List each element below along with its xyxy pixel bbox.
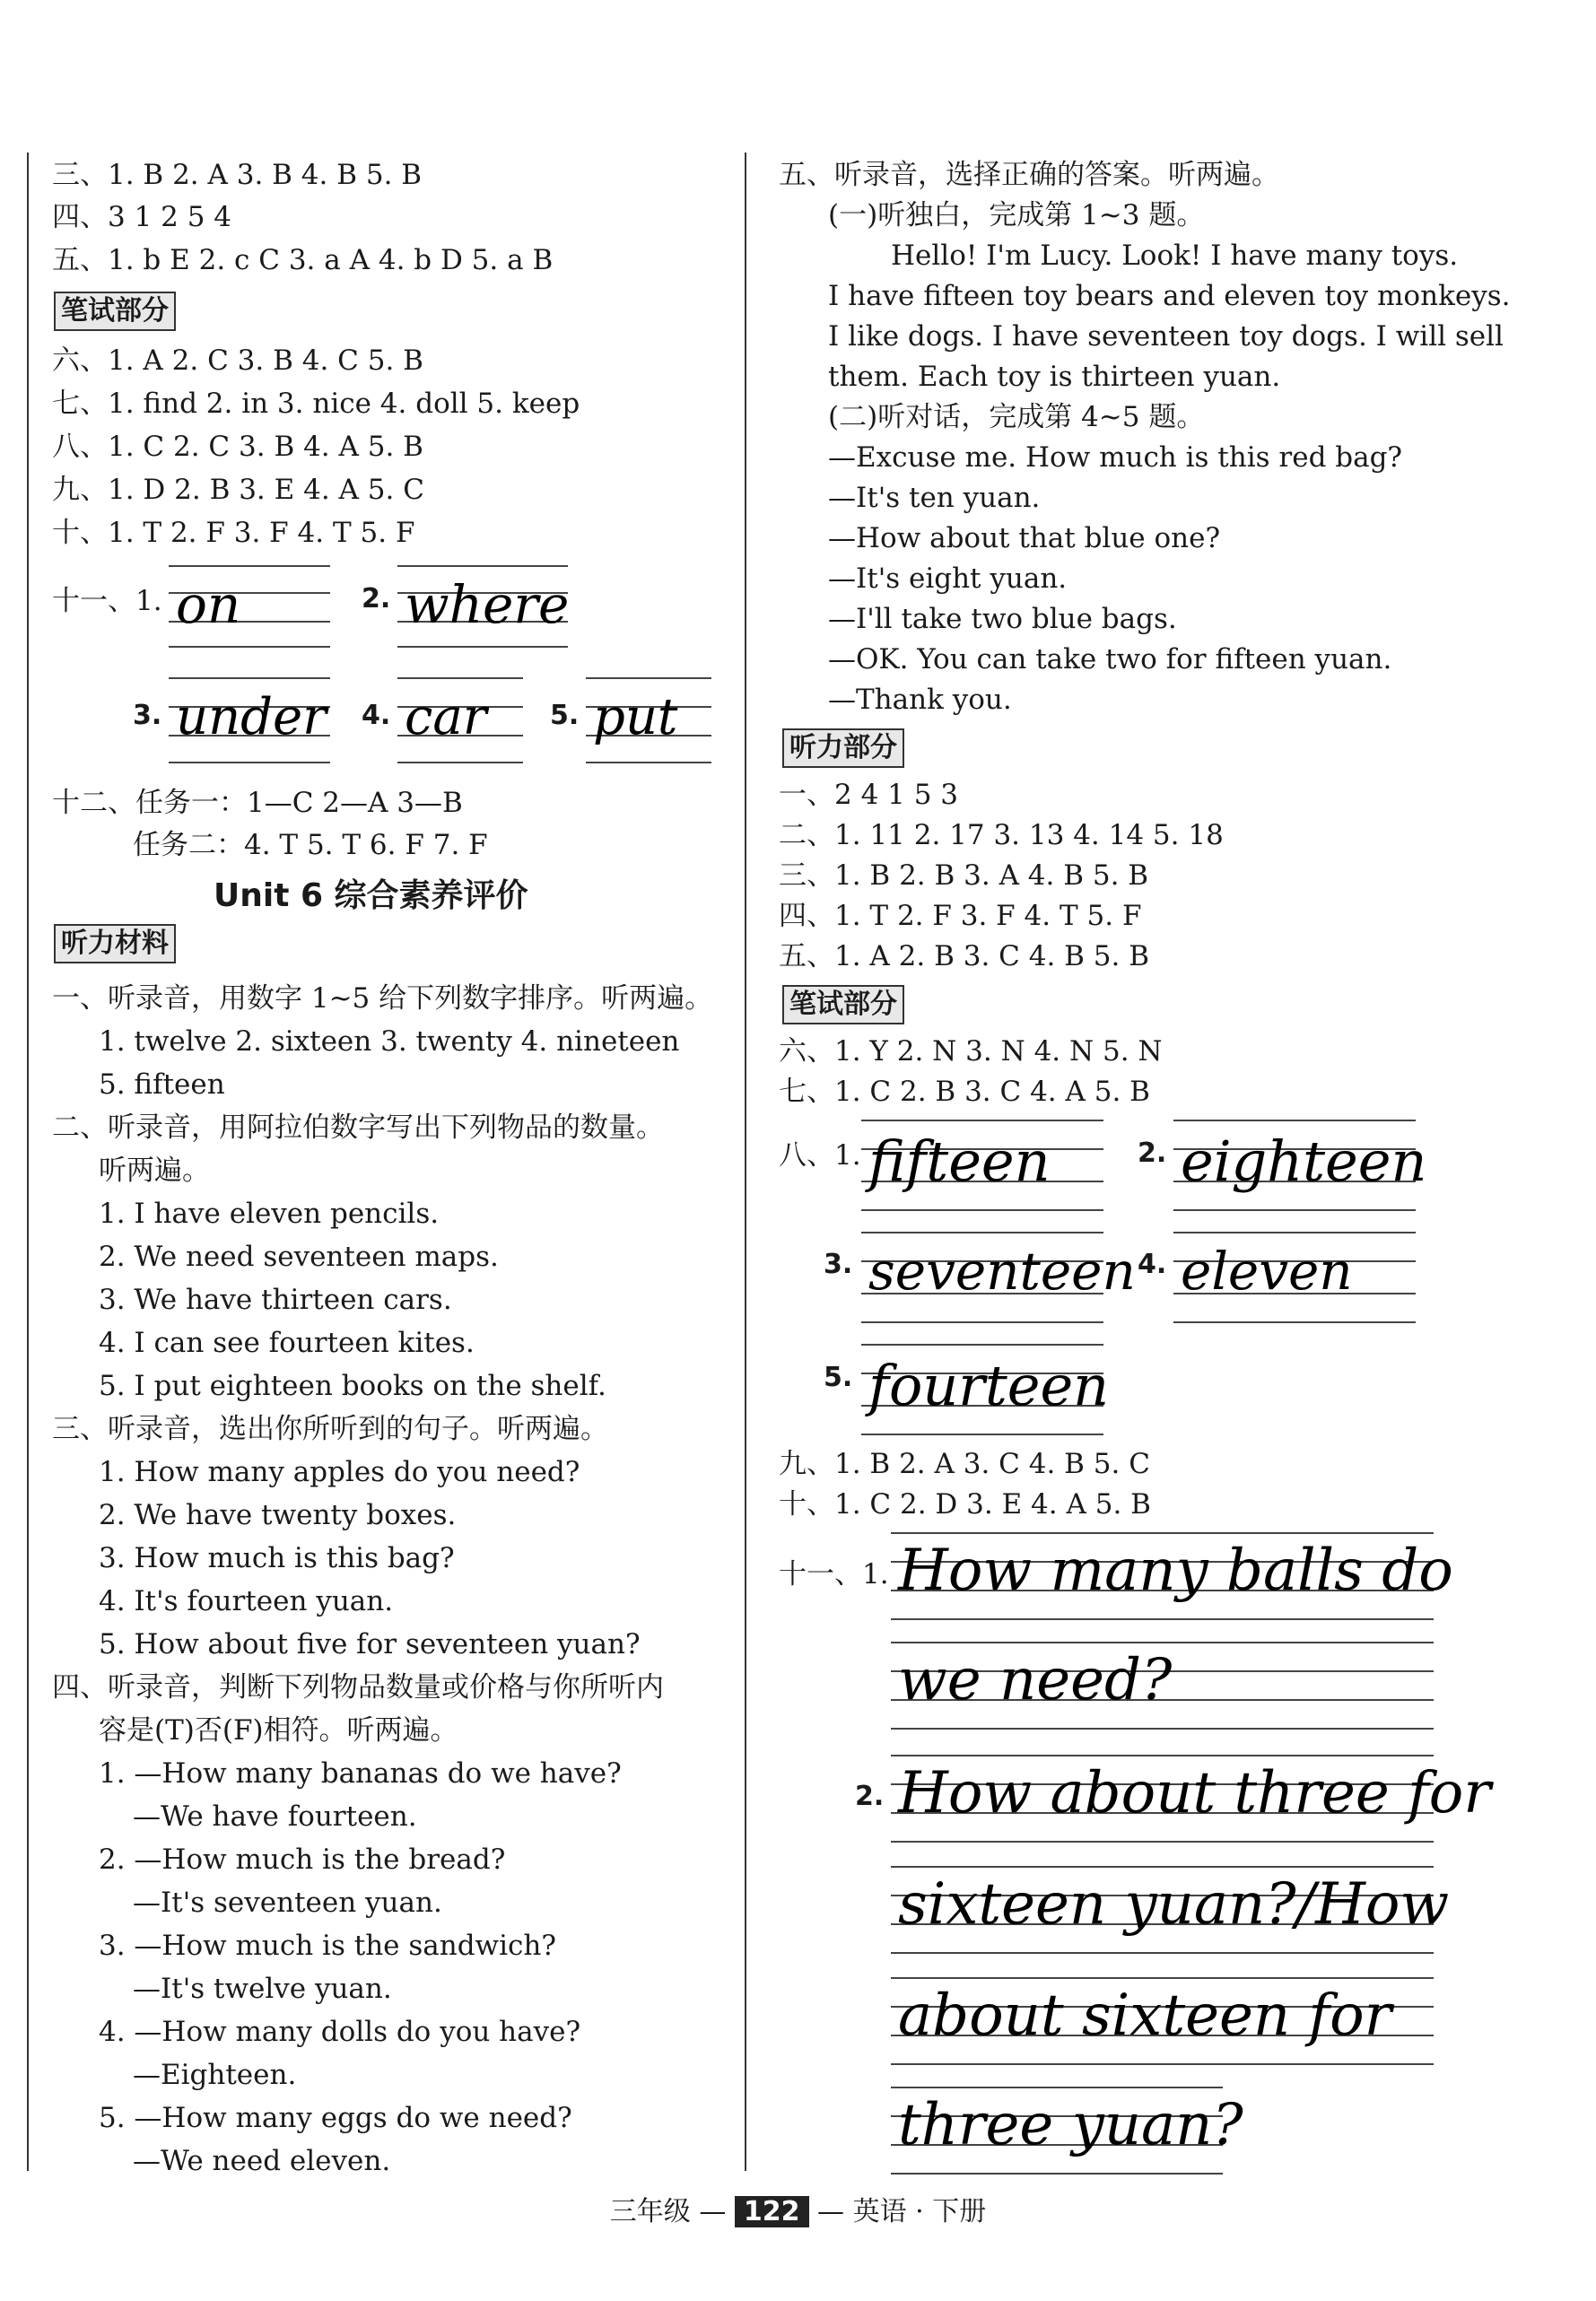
monologue-line: I like dogs. I have seventeen toy dogs. I will sell xyxy=(828,320,1504,353)
answer-line: 七、1. C 2. B 3. C 4. A 5. B xyxy=(779,1076,1150,1108)
dialog-line: —OK. You can take two for fifteen yuan. xyxy=(828,643,1392,675)
list-item: 5. —How many eggs do we need? xyxy=(99,2102,572,2134)
section-box-listening: 听力部分 xyxy=(782,728,904,768)
handwriting-on xyxy=(169,556,330,655)
handwriting-where xyxy=(397,556,568,655)
answer-line: 六、1. A 2. C 3. B 4. C 5. B xyxy=(52,344,423,377)
answer-label: 十一、1. xyxy=(52,585,162,617)
column-divider xyxy=(745,153,746,2171)
handwritten-sentence: three yuan? xyxy=(898,2092,1243,2158)
list-item: 1. How many apples do you need? xyxy=(99,1456,580,1488)
list-item: —We need eleven. xyxy=(133,2145,391,2177)
handwritten-word: fourteen xyxy=(868,1353,1110,1418)
unit-title: Unit 6 综合素养评价 xyxy=(214,877,528,914)
handwritten-word: fifteen xyxy=(868,1129,1051,1194)
monologue-line: I have fifteen toy bears and eleven toy monkeys. xyxy=(828,280,1511,312)
subsection-title: (一)听独白，完成第 1~3 题。 xyxy=(828,199,1205,231)
dialog-line: —Thank you. xyxy=(828,684,1012,716)
handwritten-word: seventeen xyxy=(868,1241,1136,1302)
answer-line: 六、1. Y 2. N 3. N 4. N 5. N xyxy=(779,1035,1163,1068)
answer-line: 十、1. C 2. D 3. E 4. A 5. B xyxy=(779,1488,1151,1521)
answer-line: 十、1. T 2. F 3. F 4. T 5. F xyxy=(52,517,415,549)
handwritten-sentence: we need? xyxy=(898,1647,1173,1713)
dialog-line: —It's ten yuan. xyxy=(828,482,1041,514)
footer-grade: 三年级 xyxy=(609,2196,691,2227)
handwriting-sentence-line xyxy=(891,1634,1434,1733)
handwriting-car xyxy=(397,668,523,771)
list-item: 1. —How many bananas do we have? xyxy=(99,1757,622,1790)
list-item: 3. How much is this bag? xyxy=(99,1542,455,1574)
item-number: 2. xyxy=(1138,1137,1167,1169)
handwriting-under xyxy=(169,668,330,771)
answer-label: 八、1. xyxy=(779,1139,861,1172)
answer-label: 十一、1. xyxy=(779,1558,889,1591)
dialog-line: —How about that blue one? xyxy=(828,522,1221,554)
handwritten-sentence: about sixteen for xyxy=(898,1983,1392,2049)
list-item: 4. —How many dolls do you have? xyxy=(99,2016,581,2048)
list-item: 5. fifteen xyxy=(99,1068,225,1101)
handwritten-sentence: sixteen yuan?/How xyxy=(898,1871,1450,1938)
section-title-cont: 容是(T)否(F)相符。听两遍。 xyxy=(99,1714,458,1747)
list-item: 1. I have eleven pencils. xyxy=(99,1198,440,1230)
list-item: 5. How about five for seventeen yuan? xyxy=(99,1628,641,1660)
handwriting-sentence-line xyxy=(891,1748,1491,1846)
answer-line: 八、1. C 2. C 3. B 4. A 5. B xyxy=(52,431,423,463)
section-box-written: 笔试部分 xyxy=(54,292,176,331)
subsection-title: (二)听对话，完成第 4~5 题。 xyxy=(828,401,1205,433)
handwriting-fourteen xyxy=(861,1337,1110,1444)
item-number: 5. xyxy=(550,700,580,731)
monologue-line: Hello! I'm Lucy. Look! I have many toys. xyxy=(891,240,1459,272)
handwritten-sentence: How about three for xyxy=(898,1760,1491,1826)
list-item: 5. I put eighteen books on the shelf. xyxy=(99,1370,606,1402)
page-number: 122 xyxy=(735,2196,809,2227)
answer-line: 二、1. 11 2. 17 3. 13 4. 14 5. 18 xyxy=(779,819,1224,851)
list-item: 3. —How much is the sandwich? xyxy=(99,1930,556,1962)
dialog-line: —It's eight yuan. xyxy=(828,562,1068,595)
list-item: 3. We have thirteen cars. xyxy=(99,1284,452,1316)
handwritten-word: eleven xyxy=(1181,1241,1353,1302)
list-item: 1. twelve 2. sixteen 3. twenty 4. nineteen xyxy=(99,1025,680,1058)
dialog-line: —I'll take two blue bags. xyxy=(828,603,1177,635)
list-item: —It's twelve yuan. xyxy=(133,1973,392,2005)
item-number: 4. xyxy=(1138,1249,1167,1280)
handwriting-seventeen xyxy=(861,1225,1136,1332)
handwritten-sentence: How many balls do xyxy=(898,1538,1453,1604)
answer-line: 一、2 4 1 5 3 xyxy=(779,779,959,811)
answer-line: 五、1. A 2. B 3. C 4. B 5. B xyxy=(779,940,1150,972)
handwritten-word: on xyxy=(176,574,241,635)
section-title: 三、听录音，选出你所听到的句子。听两遍。 xyxy=(52,1413,608,1445)
item-number: 5. xyxy=(824,1362,853,1393)
answer-line: 四、3 1 2 5 4 xyxy=(52,201,232,233)
section-title: 五、听录音，选择正确的答案。听两遍。 xyxy=(779,159,1279,191)
section-title: 四、听录音，判断下列物品数量或价格与你所听内 xyxy=(52,1671,664,1704)
answer-line: 三、1. B 2. A 3. B 4. B 5. B xyxy=(52,159,423,191)
handwritten-word: under xyxy=(176,688,327,746)
handwritten-word: where xyxy=(405,574,570,635)
section-box-listening-material: 听力材料 xyxy=(54,924,176,963)
item-number: 2. xyxy=(362,583,391,614)
answer-line: 五、1. b E 2. c C 3. a A 4. b D 5. a B xyxy=(52,244,554,276)
answer-line: 三、1. B 2. B 3. A 4. B 5. B xyxy=(779,859,1149,892)
section-box-written: 笔试部分 xyxy=(782,985,904,1024)
left-margin-rule xyxy=(27,153,29,2171)
list-item: 2. We need seventeen maps. xyxy=(99,1241,499,1273)
handwriting-sentence-line xyxy=(891,1859,1450,1957)
section-title-cont: 听两遍。 xyxy=(99,1155,210,1187)
list-item: 4. I can see fourteen kites. xyxy=(99,1327,475,1359)
handwriting-put xyxy=(586,668,711,771)
answer-line: 任务二：4. T 5. T 6. F 7. F xyxy=(133,829,488,861)
handwritten-word: put xyxy=(593,688,678,746)
footer-subject: 英语 · 下册 xyxy=(852,2196,987,2227)
answer-line: 九、1. B 2. A 3. C 4. B 5. C xyxy=(779,1448,1150,1480)
list-item: —Eighteen. xyxy=(133,2059,297,2091)
list-item: —We have fourteen. xyxy=(133,1800,417,1833)
section-title: 一、听录音，用数字 1~5 给下列数字排序。听两遍。 xyxy=(52,982,713,1015)
item-number: 3. xyxy=(133,700,162,731)
list-item: 2. —How much is the bread? xyxy=(99,1843,506,1876)
item-number: 3. xyxy=(824,1249,853,1280)
handwritten-word: eighteen xyxy=(1181,1129,1427,1194)
answer-line: 九、1. D 2. B 3. E 4. A 5. C xyxy=(52,474,424,506)
item-number: 2. xyxy=(855,1781,885,1812)
answer-line: 十二、任务一：1—C 2—A 3—B xyxy=(52,787,463,819)
handwriting-eleven xyxy=(1173,1225,1416,1332)
answer-line: 七、1. find 2. in 3. nice 4. doll 5. keep xyxy=(52,388,580,420)
handwriting-sentence-line xyxy=(891,1525,1453,1624)
section-title: 二、听录音，用阿拉伯数字写出下列物品的数量。 xyxy=(52,1111,664,1144)
handwritten-word: car xyxy=(405,688,487,746)
page-footer: 三年级 — 122 — 英语 · 下册 xyxy=(609,2196,987,2227)
handwriting-fifteen xyxy=(861,1112,1103,1220)
list-item: —It's seventeen yuan. xyxy=(133,1887,442,1919)
list-item: 4. It's fourteen yuan. xyxy=(99,1585,394,1617)
handwriting-sentence-line xyxy=(891,2079,1243,2178)
handwriting-sentence-line xyxy=(891,1970,1434,2069)
item-number: 4. xyxy=(362,700,391,731)
list-item: 2. We have twenty boxes. xyxy=(99,1499,457,1531)
dialog-line: —Excuse me. How much is this red bag? xyxy=(828,441,1403,474)
handwriting-eighteen xyxy=(1173,1112,1427,1220)
monologue-line: them. Each toy is thirteen yuan. xyxy=(828,361,1281,393)
answer-line: 四、1. T 2. F 3. F 4. T 5. F xyxy=(779,900,1142,932)
